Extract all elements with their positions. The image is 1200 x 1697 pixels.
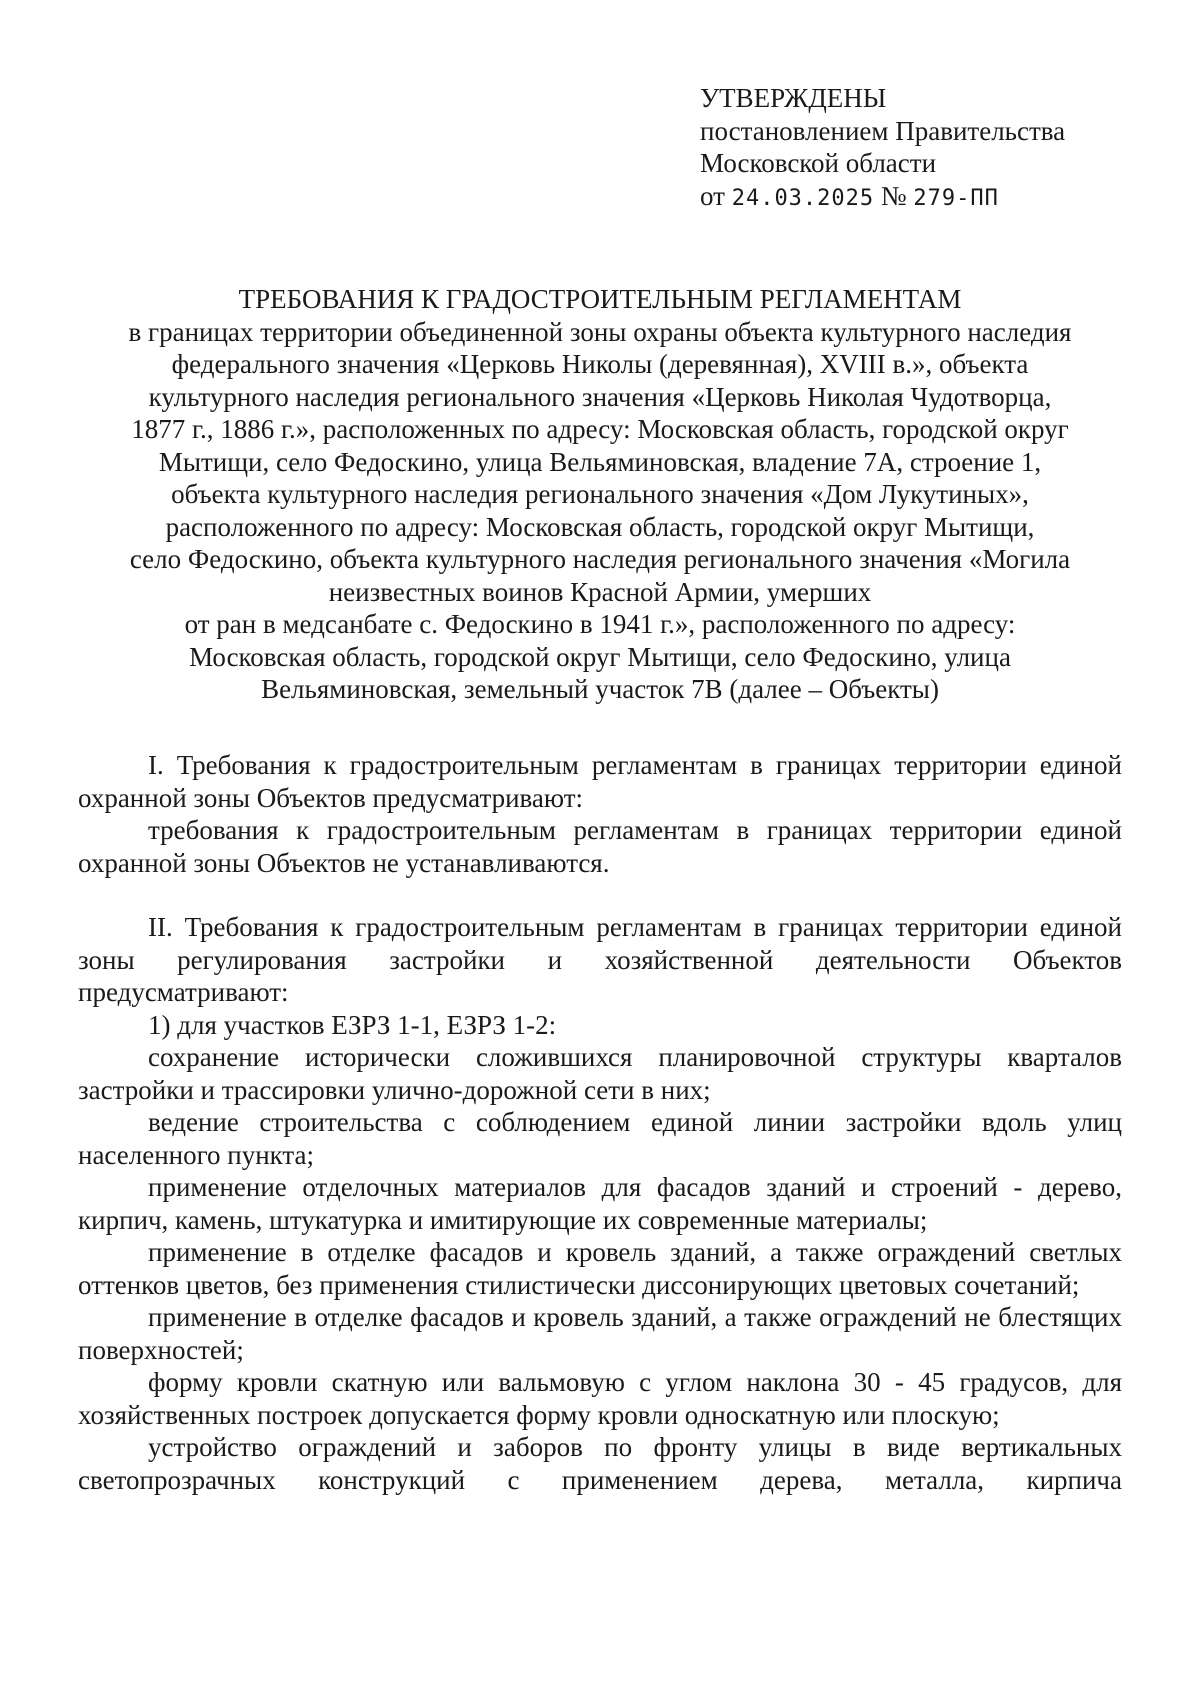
section-2-item: форму кровли скатную или вальмовую с углом наклона 30 - 45 градусов, для хозяйственных построек допускается форму кровли односкатную или плоскую; (78, 1367, 1122, 1430)
section-2-item: сохранение исторически сложившихся планировочной структуры кварталов застройки и трассировки улично-дорожной сети в них; (78, 1042, 1122, 1105)
title-line: Мытищи, село Федоскино, улица Вельяминовская, владение 7А, строение 1, (158, 446, 1042, 477)
approval-number-sign: № (880, 180, 907, 211)
title-line: неизвестных воинов Красной Армии, умерших (328, 576, 872, 607)
approval-date: 24.03.2025 (731, 185, 875, 211)
title-line: культурного наследия регионального значения «Церковь Николая Чудотворца, (148, 381, 1052, 412)
title-line: 1877 г., 1886 г.», расположенных по адресу: Московская область, городской округ (131, 414, 1069, 444)
approval-date-line (700, 180, 1160, 216)
section-2-item: применение в отделке фасадов и кровель зданий, а также ограждений не блестящих поверхностей; (78, 1302, 1122, 1365)
title-line: в границах территории объединенной зоны охраны объекта культурного наследия (128, 316, 1072, 347)
section-2-item: устройство ограждений и заборов по фронту улицы в виде вертикальных светопрозрачных конструкций с применением дерева, металла, кирпича (78, 1432, 1122, 1495)
title-line: Московская область, городской округ Мытищи, село Федоскино, улица (189, 641, 1011, 672)
approval-date-prefix: от (700, 180, 725, 211)
title-line: объекта культурного наследия регионального значения «Дом Лукутиных», (171, 479, 1029, 509)
section-1-intro: I. Требования к градостроительным регламентам в границах территории единой охранной зоны Объектов предусматривают: (78, 750, 1122, 813)
approval-line-3: Московской области (700, 148, 937, 178)
title-line: от ран в медсанбате с. Федоскино в 1941 г.», расположенного по адресу: (184, 609, 1016, 639)
title-line: расположенного по адресу: Московская область, городской округ Мытищи, (165, 511, 1035, 542)
approval-number: 279-ПП (913, 185, 999, 211)
section-2-item: применение в отделке фасадов и кровель зданий, а также ограждений светлых оттенков цветов, без применения стилистически диссонирующих цветовых сочетаний; (78, 1237, 1122, 1300)
section-2-subheading: 1) для участков ЕЗРЗ 1-1, ЕЗРЗ 1-2: (148, 1009, 557, 1040)
approval-stamp (700, 82, 1160, 215)
section-2-intro: II. Требования к градостроительным регламентам в границах территории единой зоны регулирования застройки и хозяйственной деятельности Объектов предусматривают: (78, 912, 1122, 1007)
approval-line-1: УТВЕРЖДЕНЫ (700, 83, 887, 113)
title-line: Вельяминовская, земельный участок 7В (далее – Объекты) (261, 674, 939, 704)
section-2-item: применение отделочных материалов для фасадов зданий и строений - дерево, кирпич, камень, штукатурка и имитирующие их современные материалы; (78, 1172, 1122, 1235)
title-line: село Федоскино, объекта культурного наследия регионального значения «Могила (129, 544, 1071, 574)
title-line: федерального значения «Церковь Николы (деревянная), XVIII в.», объекта (171, 349, 1029, 379)
approval-line-2: постановлением Правительства (700, 115, 1066, 146)
document-body (78, 749, 1122, 1496)
title-heading: ТРЕБОВАНИЯ К ГРАДОСТРОИТЕЛЬНЫМ РЕГЛАМЕНТАМ (238, 284, 962, 314)
section-2-item: ведение строительства с соблюдением единой линии застройки вдоль улиц населенного пункта; (78, 1107, 1122, 1170)
section-1-item: требования к градостроительным регламентам в границах территории единой охранной зоны Объектов не устанавливаются. (78, 815, 1122, 878)
document-title (78, 283, 1122, 706)
